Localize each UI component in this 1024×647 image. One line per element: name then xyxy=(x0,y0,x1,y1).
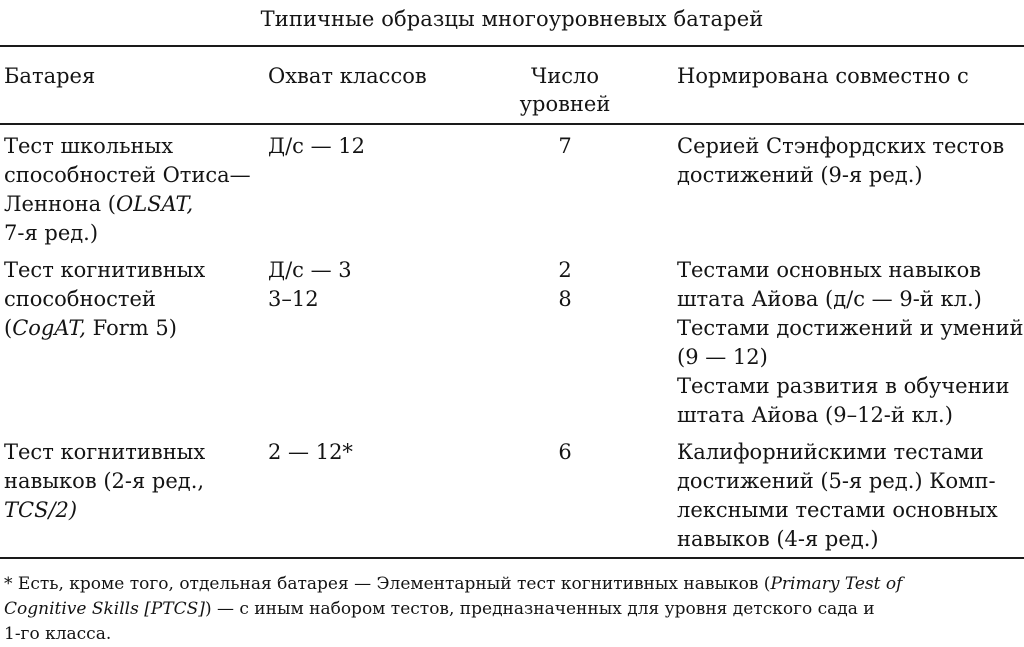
table-title: Типичные образцы многоуровневых батарей xyxy=(260,7,764,31)
row-3-levels: 6 xyxy=(558,440,572,464)
row-3-normed: Калифорнийскими тестами достижений (5-я ред.) Комп- лексными тестами основных навыков (4-я ред.) xyxy=(677,440,998,551)
row-3-battery: Тест когнитивных навыков (2-я ред., TCS/2) xyxy=(4,440,206,522)
row-1-normed: Серией Стэнфордских тестов достижений (9-я ред.) xyxy=(677,134,1005,187)
row-3-grades: 2 — 12* xyxy=(268,440,353,464)
header-levels: Число уровней xyxy=(519,64,611,116)
row-1-grades: Д/с — 12 xyxy=(268,134,365,158)
header-normed: Нормирована совместно с xyxy=(677,64,969,88)
row-2-battery: Тест когнитивных способностей (CogAT, Form 5) xyxy=(4,258,206,340)
row-1-levels: 7 xyxy=(558,134,572,158)
row-1-battery: Тест школьных способностей Отиса— Леннона (OLSAT, 7-я ред.) xyxy=(4,134,251,245)
header-rule xyxy=(0,123,1024,125)
table-top-rule xyxy=(0,45,1024,47)
row-2-normed: Тестами основных навыков штата Айова (д/с — 9-й кл.) Тестами достижений и умений (9 — 12) Тестами развития в обучении штата Айова (9–12-й кл.) xyxy=(677,258,1024,427)
header-battery: Батарея xyxy=(4,64,96,88)
header-grades: Охват классов xyxy=(268,64,427,88)
table-bottom-rule xyxy=(0,557,1024,559)
row-2-levels: 2 8 xyxy=(558,258,572,311)
table-footnote: * Есть, кроме того, отдельная батарея — Элементарный тест когнитивных навыков (Primary Test of Cognitive Skills [PTCS]) — с иным набором тестов, предназначенных для уровня детского сада и 1-го класса. xyxy=(4,574,903,644)
row-2-grades: Д/с — 3 3–12 xyxy=(268,258,352,311)
